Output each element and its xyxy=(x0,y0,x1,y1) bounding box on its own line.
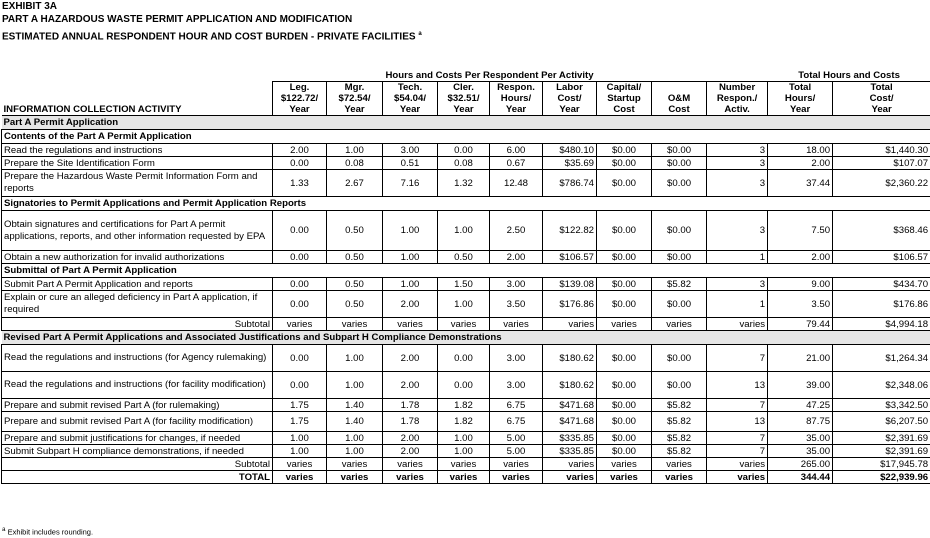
burden-table xyxy=(1,70,930,484)
value-cell: 1.78 xyxy=(383,399,438,412)
table-row xyxy=(2,278,930,291)
section-title: Revised Part A Permit Applications and Associated Justifications and Subpart H Compliance Demonstrations xyxy=(2,331,930,345)
subtotal-row xyxy=(2,458,930,471)
value-cell: $106.57 xyxy=(543,251,597,264)
value-cell: varies xyxy=(273,458,327,471)
value-cell: $107.07 xyxy=(833,157,930,170)
value-cell: varies xyxy=(543,471,597,484)
value-cell: 0.50 xyxy=(327,251,383,264)
value-cell: varies xyxy=(490,458,543,471)
value-cell: $0.00 xyxy=(652,211,707,251)
value-cell: 2.00 xyxy=(768,251,833,264)
value-cell: 37.44 xyxy=(768,170,833,197)
col-cler-h1: Cler. xyxy=(438,82,490,94)
section-title: Part A Permit Application xyxy=(2,116,930,130)
value-cell: 3 xyxy=(707,278,768,291)
value-cell: $1,440.30 xyxy=(833,144,930,157)
value-cell: 47.25 xyxy=(768,399,833,412)
value-cell: varies xyxy=(438,458,490,471)
value-cell: 1.00 xyxy=(273,445,327,458)
activity-cell: Obtain signatures and certifications for Part A permit applications, reports, and other information requested by EPA xyxy=(2,211,273,251)
col-cler-h3: Year xyxy=(438,104,490,116)
value-cell: varies xyxy=(383,471,438,484)
value-cell: 1.82 xyxy=(438,399,490,412)
value-cell: $0.00 xyxy=(597,445,652,458)
value-cell: 9.00 xyxy=(768,278,833,291)
header-group-row xyxy=(2,70,930,82)
value-cell: $0.00 xyxy=(652,251,707,264)
value-cell: 1.75 xyxy=(273,412,327,432)
value-cell: $0.00 xyxy=(652,291,707,318)
col-om-h2: O&M xyxy=(652,93,707,104)
activity-cell: Submit Part A Permit Application and reports xyxy=(2,278,273,291)
value-cell: 1.00 xyxy=(438,291,490,318)
value-cell: 0.50 xyxy=(327,211,383,251)
col-num-h3: Activ. xyxy=(707,104,768,116)
activity-cell: Prepare the Hazardous Waste Permit Information Form and reports xyxy=(2,170,273,197)
col-labor-h1: Labor xyxy=(543,82,597,94)
activity-cell: Prepare and submit revised Part A (for rulemaking) xyxy=(2,399,273,412)
value-cell: 0.50 xyxy=(438,251,490,264)
value-cell: 12.48 xyxy=(490,170,543,197)
table-body xyxy=(2,70,930,484)
value-cell: 1.00 xyxy=(327,345,383,372)
col-respon-h2: Hours/ xyxy=(490,93,543,104)
activity-cell: Obtain a new authorization for invalid authorizations xyxy=(2,251,273,264)
value-cell: 1.00 xyxy=(327,144,383,157)
col-labor-h3: Year xyxy=(543,104,597,116)
value-cell: $0.00 xyxy=(597,251,652,264)
value-cell: 0.00 xyxy=(273,372,327,399)
value-cell: 7 xyxy=(707,345,768,372)
value-cell: varies xyxy=(383,318,438,331)
value-cell: $5.82 xyxy=(652,432,707,445)
col-tothrs-h1: Total xyxy=(768,82,833,94)
value-cell: 79.44 xyxy=(768,318,833,331)
value-cell: $22,939.96 xyxy=(833,471,930,484)
col-tech-h1: Tech. xyxy=(383,82,438,94)
col-mgr-h3: Year xyxy=(327,104,383,116)
total-row xyxy=(2,471,930,484)
table-row xyxy=(2,251,930,264)
total-label: TOTAL xyxy=(2,471,273,484)
value-cell: $0.00 xyxy=(597,345,652,372)
value-cell: varies xyxy=(543,458,597,471)
value-cell: 1.00 xyxy=(438,211,490,251)
activity-cell: Prepare and submit justifications for changes, if needed xyxy=(2,432,273,445)
value-cell: 7 xyxy=(707,399,768,412)
value-cell: 7 xyxy=(707,445,768,458)
value-cell: varies xyxy=(327,471,383,484)
value-cell: 1 xyxy=(707,251,768,264)
activity-cell: Read the regulations and instructions xyxy=(2,144,273,157)
value-cell: $180.62 xyxy=(543,372,597,399)
value-cell: 3 xyxy=(707,211,768,251)
value-cell: $17,945.78 xyxy=(833,458,930,471)
value-cell: 1.78 xyxy=(383,412,438,432)
value-cell: 1.33 xyxy=(273,170,327,197)
col-capital-h1: Capital/ xyxy=(597,82,652,94)
value-cell: $5.82 xyxy=(652,412,707,432)
value-cell: varies xyxy=(707,471,768,484)
subsection-header-row xyxy=(2,130,930,144)
table-row xyxy=(2,157,930,170)
footnote xyxy=(2,526,93,537)
value-cell: 1.00 xyxy=(383,251,438,264)
value-cell: 1.82 xyxy=(438,412,490,432)
value-cell: 0.08 xyxy=(327,157,383,170)
value-cell: $0.00 xyxy=(597,372,652,399)
group-header-totals: Total Hours and Costs xyxy=(768,70,930,82)
value-cell: 5.00 xyxy=(490,432,543,445)
col-mgr-h2: $72.54/ xyxy=(327,93,383,104)
value-cell: 39.00 xyxy=(768,372,833,399)
value-cell: 3 xyxy=(707,144,768,157)
col-leg-h1: Leg. xyxy=(273,82,327,94)
value-cell: $471.68 xyxy=(543,412,597,432)
value-cell: 1.00 xyxy=(327,372,383,399)
header-row-2 xyxy=(2,93,930,104)
value-cell: varies xyxy=(597,458,652,471)
value-cell: 1.00 xyxy=(273,432,327,445)
value-cell: 0.00 xyxy=(273,345,327,372)
value-cell: 1.00 xyxy=(383,278,438,291)
value-cell: 0.00 xyxy=(273,278,327,291)
value-cell: 3.50 xyxy=(490,291,543,318)
value-cell: 1.00 xyxy=(438,445,490,458)
value-cell: $35.69 xyxy=(543,157,597,170)
value-cell: $434.70 xyxy=(833,278,930,291)
value-cell: 1.00 xyxy=(383,211,438,251)
value-cell: varies xyxy=(652,471,707,484)
table-row xyxy=(2,291,930,318)
value-cell: 1.50 xyxy=(438,278,490,291)
value-cell: 3.50 xyxy=(768,291,833,318)
value-cell: 0.00 xyxy=(438,372,490,399)
activity-cell: Submit Subpart H compliance demonstrations, if needed xyxy=(2,445,273,458)
exhibit-subtitle xyxy=(2,28,422,43)
value-cell: varies xyxy=(327,458,383,471)
subtitle-text: ESTIMATED ANNUAL RESPONDENT HOUR AND COST BURDEN - PRIVATE FACILITIES xyxy=(2,31,416,43)
value-cell: varies xyxy=(273,318,327,331)
section-header-row xyxy=(2,116,930,130)
value-cell: $480.10 xyxy=(543,144,597,157)
table-row xyxy=(2,144,930,157)
col-capital-h3: Cost xyxy=(597,104,652,116)
value-cell: 6.75 xyxy=(490,412,543,432)
col-tothrs-h3: Year xyxy=(768,104,833,116)
value-cell: varies xyxy=(543,318,597,331)
value-cell: $0.00 xyxy=(652,144,707,157)
table-row xyxy=(2,170,930,197)
activity-cell: Read the regulations and instructions (for Agency rulemaking) xyxy=(2,345,273,372)
value-cell: 3.00 xyxy=(383,144,438,157)
value-cell: varies xyxy=(652,458,707,471)
subsection-title: Contents of the Part A Permit Application xyxy=(2,130,930,144)
subsection-header-row xyxy=(2,264,930,278)
value-cell: 0.08 xyxy=(438,157,490,170)
value-cell: $471.68 xyxy=(543,399,597,412)
value-cell: 35.00 xyxy=(768,445,833,458)
value-cell: $0.00 xyxy=(597,432,652,445)
total-label: Subtotal xyxy=(2,318,273,331)
col-totcost-h2: Cost/ xyxy=(833,93,930,104)
subsection-title: Signatories to Permit Applications and Permit Application Reports xyxy=(2,197,930,211)
activity-cell: Prepare the Site Identification Form xyxy=(2,157,273,170)
value-cell: $0.00 xyxy=(597,170,652,197)
value-cell: $0.00 xyxy=(597,211,652,251)
value-cell: 0.00 xyxy=(273,251,327,264)
footnote-text: Exhibit includes rounding. xyxy=(7,527,94,537)
value-cell: 1.75 xyxy=(273,399,327,412)
value-cell: 7 xyxy=(707,432,768,445)
value-cell: 0.51 xyxy=(383,157,438,170)
value-cell: $3,342.50 xyxy=(833,399,930,412)
value-cell: 0.50 xyxy=(327,291,383,318)
value-cell: 87.75 xyxy=(768,412,833,432)
value-cell: 1 xyxy=(707,291,768,318)
value-cell: $5.82 xyxy=(652,445,707,458)
value-cell: $176.86 xyxy=(833,291,930,318)
value-cell: 0.00 xyxy=(438,345,490,372)
value-cell: $368.46 xyxy=(833,211,930,251)
value-cell: 18.00 xyxy=(768,144,833,157)
value-cell: $0.00 xyxy=(597,412,652,432)
value-cell: 2.50 xyxy=(490,211,543,251)
col-mgr-h1: Mgr. xyxy=(327,82,383,94)
value-cell: 6.75 xyxy=(490,399,543,412)
value-cell: 2.67 xyxy=(327,170,383,197)
value-cell: 3.00 xyxy=(490,372,543,399)
value-cell: $106.57 xyxy=(833,251,930,264)
col-om-h3: Cost xyxy=(652,104,707,116)
value-cell: 0.67 xyxy=(490,157,543,170)
value-cell: varies xyxy=(707,458,768,471)
value-cell: $0.00 xyxy=(597,399,652,412)
value-cell: 7.16 xyxy=(383,170,438,197)
value-cell: $1,264.34 xyxy=(833,345,930,372)
header-row-1 xyxy=(2,82,930,94)
value-cell: $0.00 xyxy=(652,345,707,372)
value-cell: 2.00 xyxy=(383,432,438,445)
subsection-header-row xyxy=(2,197,930,211)
table-row xyxy=(2,399,930,412)
value-cell: 2.00 xyxy=(273,144,327,157)
value-cell: varies xyxy=(490,318,543,331)
table-row xyxy=(2,372,930,399)
value-cell: $2,391.69 xyxy=(833,432,930,445)
value-cell: 2.00 xyxy=(383,372,438,399)
exhibit-label: EXHIBIT 3A xyxy=(2,1,58,12)
value-cell: $5.82 xyxy=(652,278,707,291)
value-cell: 1.40 xyxy=(327,412,383,432)
value-cell: $2,391.69 xyxy=(833,445,930,458)
value-cell: $0.00 xyxy=(652,157,707,170)
value-cell: 265.00 xyxy=(768,458,833,471)
value-cell: 1.00 xyxy=(327,432,383,445)
value-cell: varies xyxy=(707,318,768,331)
activity-cell: Explain or cure an alleged deficiency in Part A application, if required xyxy=(2,291,273,318)
value-cell: $180.62 xyxy=(543,345,597,372)
value-cell: 2.00 xyxy=(383,345,438,372)
value-cell: 0.00 xyxy=(438,144,490,157)
value-cell: varies xyxy=(597,318,652,331)
value-cell: 2.00 xyxy=(383,291,438,318)
value-cell: 0.50 xyxy=(327,278,383,291)
value-cell: $786.74 xyxy=(543,170,597,197)
activity-cell: Read the regulations and instructions (for facility modification) xyxy=(2,372,273,399)
value-cell: $0.00 xyxy=(597,278,652,291)
col-activity-header: INFORMATION COLLECTION ACTIVITY xyxy=(3,104,182,115)
header-row-3 xyxy=(2,104,930,116)
value-cell: varies xyxy=(438,471,490,484)
value-cell: 13 xyxy=(707,372,768,399)
value-cell: 0.00 xyxy=(273,291,327,318)
value-cell: varies xyxy=(383,458,438,471)
value-cell: 0.00 xyxy=(273,211,327,251)
table-row xyxy=(2,445,930,458)
col-totcost-h1: Total xyxy=(833,82,930,94)
col-num-h2: Respon./ xyxy=(707,93,768,104)
activity-cell: Prepare and submit revised Part A (for facility modification) xyxy=(2,412,273,432)
value-cell: 13 xyxy=(707,412,768,432)
value-cell: $0.00 xyxy=(652,170,707,197)
value-cell: varies xyxy=(273,471,327,484)
value-cell: $122.82 xyxy=(543,211,597,251)
value-cell: 344.44 xyxy=(768,471,833,484)
col-totcost-h3: Year xyxy=(833,104,930,116)
col-leg-h2: $122.72/ xyxy=(273,93,327,104)
value-cell: 3 xyxy=(707,170,768,197)
value-cell: 2.00 xyxy=(383,445,438,458)
table-row xyxy=(2,432,930,445)
value-cell: 3.00 xyxy=(490,278,543,291)
value-cell: varies xyxy=(327,318,383,331)
exhibit-title: PART A HAZARDOUS WASTE PERMIT APPLICATION AND MODIFICATION xyxy=(2,14,353,25)
value-cell: 1.32 xyxy=(438,170,490,197)
value-cell: $176.86 xyxy=(543,291,597,318)
value-cell: 2.00 xyxy=(490,251,543,264)
col-leg-h3: Year xyxy=(273,104,327,116)
col-cler-h2: $32.51/ xyxy=(438,93,490,104)
col-respon-h1: Respon. xyxy=(490,82,543,94)
value-cell: $4,994.18 xyxy=(833,318,930,331)
col-num-h1: Number xyxy=(707,82,768,94)
footnote-mark: a xyxy=(2,526,6,533)
value-cell: $0.00 xyxy=(597,144,652,157)
value-cell: 1.40 xyxy=(327,399,383,412)
value-cell: $335.85 xyxy=(543,432,597,445)
subtitle-footnote-mark: a xyxy=(418,31,422,37)
col-tothrs-h2: Hours/ xyxy=(768,93,833,104)
value-cell: 0.00 xyxy=(273,157,327,170)
col-respon-h3: Year xyxy=(490,104,543,116)
value-cell: 1.00 xyxy=(327,445,383,458)
value-cell: $0.00 xyxy=(597,157,652,170)
value-cell: 6.00 xyxy=(490,144,543,157)
value-cell: 35.00 xyxy=(768,432,833,445)
total-label: Subtotal xyxy=(2,458,273,471)
value-cell: 2.00 xyxy=(768,157,833,170)
table-row xyxy=(2,412,930,432)
value-cell: 3.00 xyxy=(490,345,543,372)
value-cell: $0.00 xyxy=(597,291,652,318)
value-cell: $139.08 xyxy=(543,278,597,291)
value-cell: $2,360.22 xyxy=(833,170,930,197)
value-cell: 3 xyxy=(707,157,768,170)
value-cell: varies xyxy=(652,318,707,331)
value-cell: 1.00 xyxy=(438,432,490,445)
table-row xyxy=(2,211,930,251)
section-header-row xyxy=(2,331,930,345)
value-cell: varies xyxy=(597,471,652,484)
value-cell: $335.85 xyxy=(543,445,597,458)
value-cell: 7.50 xyxy=(768,211,833,251)
value-cell: $5.82 xyxy=(652,399,707,412)
col-tech-h3: Year xyxy=(383,104,438,116)
subtotal-row xyxy=(2,318,930,331)
col-om-h1 xyxy=(652,82,707,94)
value-cell: 21.00 xyxy=(768,345,833,372)
value-cell: $2,348.06 xyxy=(833,372,930,399)
value-cell: 5.00 xyxy=(490,445,543,458)
value-cell: varies xyxy=(490,471,543,484)
subsection-title: Submittal of Part A Permit Application xyxy=(2,264,930,278)
col-capital-h2: Startup xyxy=(597,93,652,104)
col-labor-h2: Cost/ xyxy=(543,93,597,104)
value-cell: $6,207.50 xyxy=(833,412,930,432)
value-cell: $0.00 xyxy=(652,372,707,399)
table-row xyxy=(2,345,930,372)
col-tech-h2: $54.04/ xyxy=(383,93,438,104)
value-cell: varies xyxy=(438,318,490,331)
group-header-per-activity: Hours and Costs Per Respondent Per Activity xyxy=(273,70,707,82)
